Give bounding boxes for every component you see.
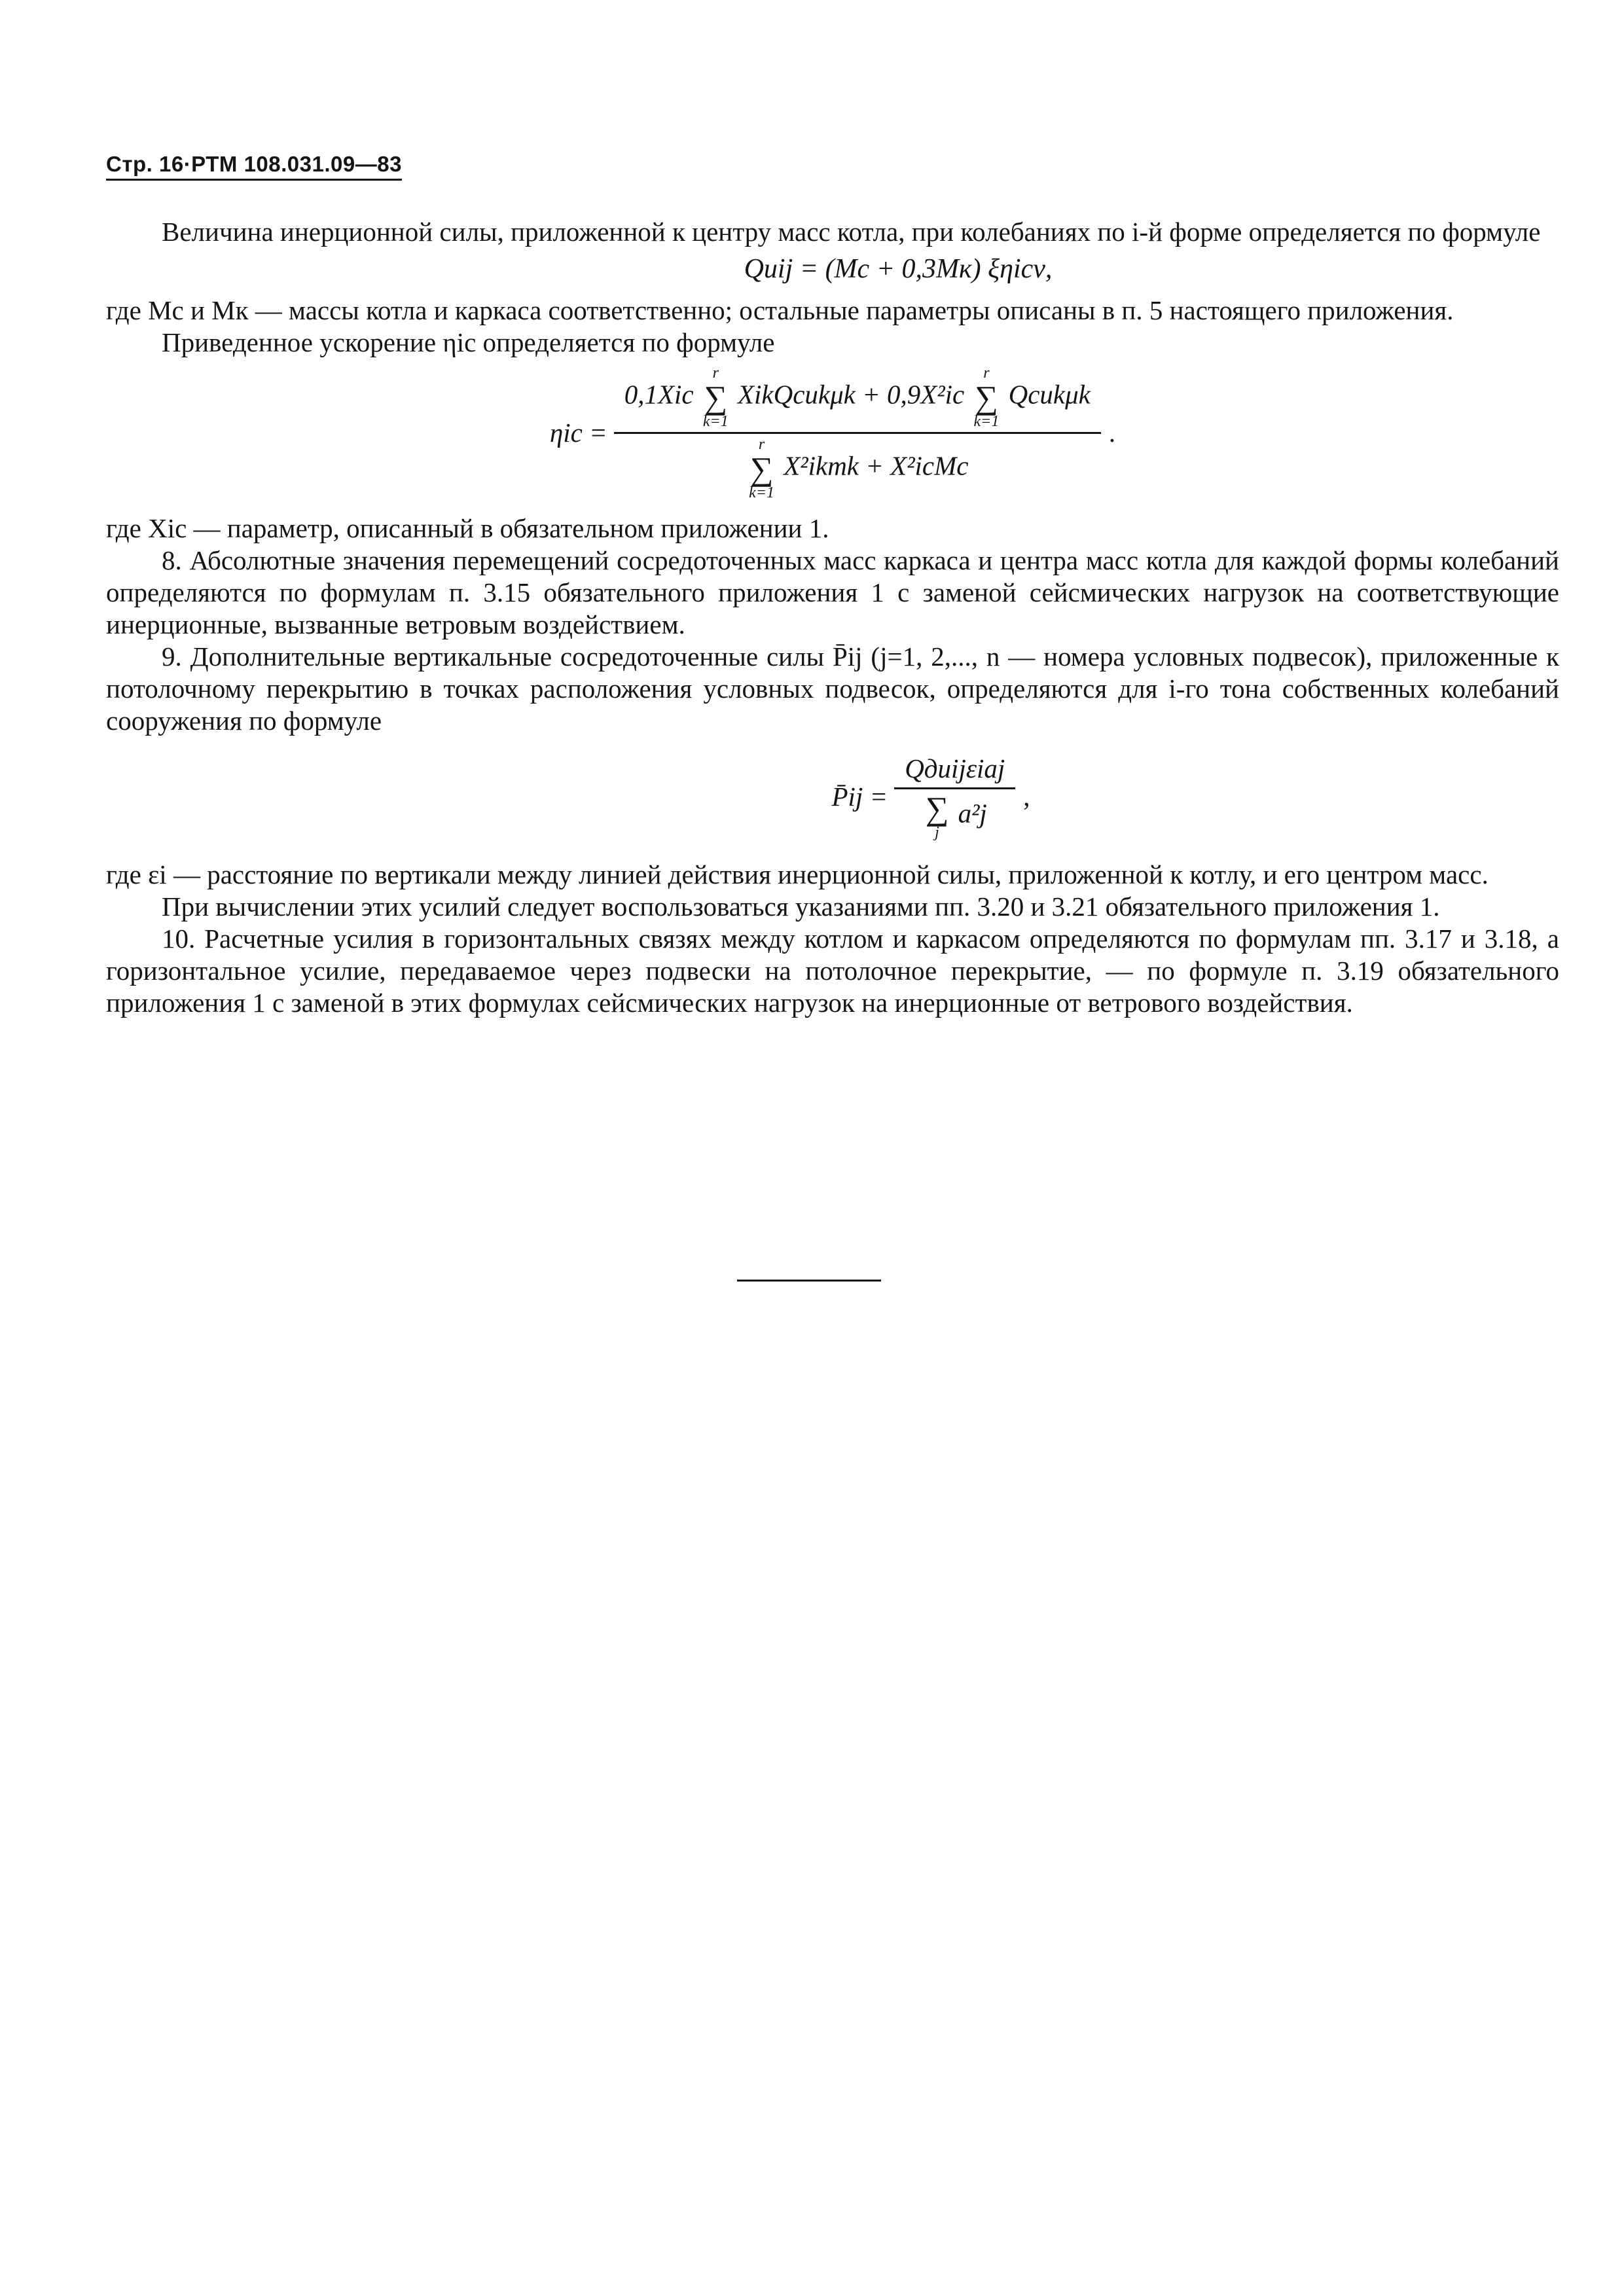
formula-tail: ,: [1023, 781, 1030, 812]
paragraph-masses-definition: где Mс и Mк — массы котла и каркаса соответственно; остальные параметры описаны в п. 5 настоящего приложения.: [106, 295, 1454, 325]
page-header: Стр. 16·РТМ 108.031.09—83: [106, 152, 402, 181]
sum-upper-limit: r: [712, 365, 719, 382]
sum-symbol: [749, 437, 774, 501]
formula-lhs: ηic =: [549, 418, 607, 448]
sum-upper-limit: r: [758, 436, 765, 453]
paragraph-reduced-acceleration: Приведенное ускорение ηic определяется по формуле: [162, 327, 775, 357]
sum-lower-limit: k=1: [749, 484, 775, 501]
sigma-icon: ∑: [975, 379, 998, 416]
document-body: [106, 216, 1559, 1019]
fraction-numerator: Qдиijεiaj: [894, 753, 1015, 789]
sigma-icon: ∑: [749, 450, 774, 487]
paragraph-epsilon-definition: где εi — расстояние по вертикали между линией действия инерционной силы, приложенной к котлу, и его центром масс.: [106, 859, 1489, 889]
numerator-plus: + 0,9X²ic: [862, 379, 965, 410]
numerator-term-b: Qсиkμk: [1008, 379, 1091, 410]
fraction: [894, 753, 1015, 840]
sum-lower-limit: k=1: [973, 413, 1000, 430]
paragraph-param-xic: где Xic — параметр, описанный в обязательном приложении 1.: [106, 513, 829, 543]
fraction-denominator: [912, 789, 998, 840]
end-divider: [737, 1280, 881, 1282]
denominator-term: a²j: [958, 798, 987, 829]
formula-inertial-force: Qиij = (Mс + 0,3Mк) ξηicν,: [744, 254, 1053, 284]
sum-symbol: [973, 365, 999, 429]
paragraph-item-10: 10. Расчетные усилия в горизонтальных связях между котлом и каркасом определяются по формулам пп. 3.17 и 3.18, а горизонтальное усилие, передаваемое через подвески на потолочное перекрытие, — по формуле п. 3.19 обязательного приложения 1 с заменой в этих формулах сейсмических нагрузок на инерционные от ветрового воздействия.: [106, 924, 1559, 1018]
formula-lhs: P̄ij =: [831, 781, 888, 812]
sigma-icon: ∑: [925, 790, 949, 827]
sum-lower-limit: k=1: [702, 413, 729, 430]
fraction: [614, 365, 1101, 501]
paragraph-item-9: 9. Дополнительные вертикальные сосредоточенные силы P̄ij (j=1, 2,..., n — номера условных подвесок), приложенные к потолочному перекрытию в точках расположения условных подвесок, определяются для i-го тона собственных колебаний сооружения по формуле: [106, 641, 1559, 736]
formula-vertical-forces: [302, 753, 1559, 840]
sigma-icon: ∑: [704, 379, 728, 416]
sum-lower-limit: j: [935, 824, 939, 841]
sum-upper-limit: r: [983, 365, 990, 382]
numerator-coefficient-a: 0,1Xic: [624, 379, 694, 410]
numerator-term-a: XikQсиkμk: [737, 379, 856, 410]
sum-symbol: [703, 365, 729, 429]
formula-tail: .: [1108, 418, 1116, 448]
denominator-term: X²ikmk + X²icMc: [784, 450, 969, 481]
paragraph-calculation-note: При вычислении этих усилий следует воспользоваться указаниями пп. 3.20 и 3.21 обязательного приложения 1.: [162, 891, 1440, 922]
sum-symbol: [926, 792, 949, 840]
fraction-denominator: [736, 434, 979, 501]
fraction-numerator: [614, 365, 1101, 434]
paragraph-item-8: 8. Абсолютные значения перемещений сосредоточенных масс каркаса и центра масс котла для каждой формы колебаний определяются по формулам п. 3.15 обязательного приложения 1 с заменой сейсмических нагрузок на соответствующие инерционные, вызванные ветровым воздействием.: [106, 545, 1559, 639]
paragraph-inertial-force: Величина инерционной силы, приложенной к центру масс котла, при колебаниях по i-й форме определяется по формуле: [162, 217, 1541, 247]
formula-reduced-acceleration: [106, 365, 1559, 501]
